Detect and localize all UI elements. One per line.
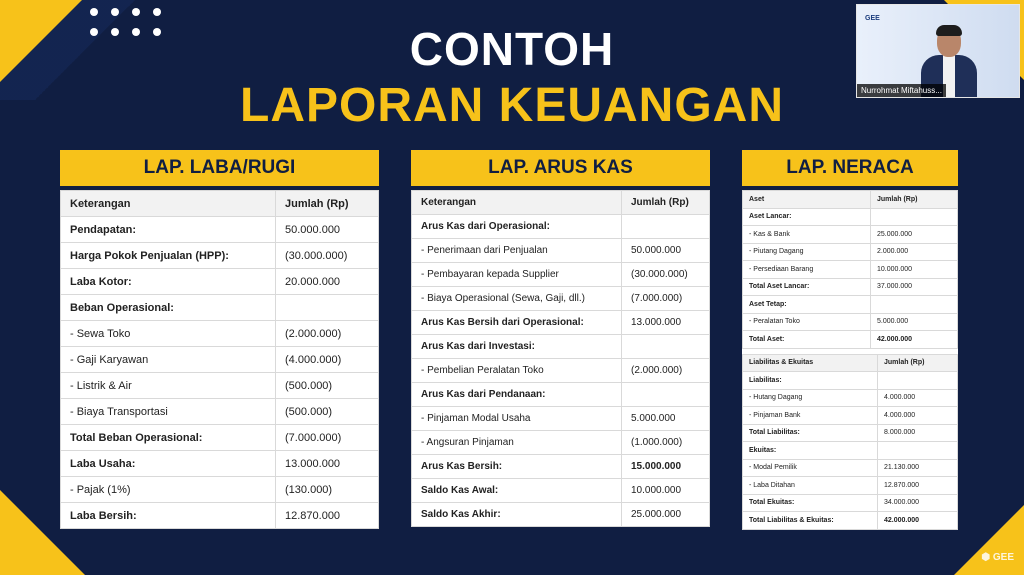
panel-heading: LAP. NERACA: [742, 150, 958, 186]
row-value: 5.000.000: [622, 407, 710, 431]
row-label: - Gaji Karyawan: [61, 347, 276, 373]
table-row: [412, 215, 710, 239]
row-value: [622, 335, 710, 359]
table-row: [412, 407, 710, 431]
row-label: - Pinjaman Bank: [743, 407, 878, 425]
row-label: Arus Kas dari Operasional:: [412, 215, 622, 239]
row-value: [871, 208, 958, 226]
row-value: (500.000): [276, 399, 379, 425]
row-value: (500.000): [276, 373, 379, 399]
row-value: [878, 442, 958, 460]
row-label: Total Liabilitas:: [743, 424, 878, 442]
row-label: - Modal Pemilik: [743, 459, 878, 477]
row-label: Total Aset:: [743, 331, 871, 349]
table-row: [743, 331, 958, 349]
table-row: [61, 425, 379, 451]
row-label: - Listrik & Air: [61, 373, 276, 399]
decor-triangle-bottom-right: [954, 505, 1024, 575]
watermark-text: GEE: [992, 552, 1014, 563]
table-row: [743, 459, 958, 477]
column-header: Liabilitas & Ekuitas: [743, 354, 878, 372]
column-header: Aset: [743, 191, 871, 209]
table-row: [412, 239, 710, 263]
row-label: - Piutang Dagang: [743, 243, 871, 261]
table-row: [412, 287, 710, 311]
row-value: 42.000.000: [871, 331, 958, 349]
row-label: - Hutang Dagang: [743, 389, 878, 407]
table-row: [412, 335, 710, 359]
row-label: Laba Usaha:: [61, 451, 276, 477]
row-value: 13.000.000: [276, 451, 379, 477]
table-row: [61, 295, 379, 321]
row-label: Arus Kas dari Investasi:: [412, 335, 622, 359]
watermark-logo: ⬢ GEE: [981, 552, 1014, 563]
table-neraca-aset: [742, 190, 958, 349]
row-value: (30.000.000): [622, 263, 710, 287]
row-label: - Pajak (1%): [61, 477, 276, 503]
table-row: [412, 503, 710, 527]
table-row: [743, 278, 958, 296]
row-value: 10.000.000: [622, 479, 710, 503]
row-value: 37.000.000: [871, 278, 958, 296]
column-header: Jumlah (Rp): [878, 354, 958, 372]
table-row: [61, 269, 379, 295]
table-row: [743, 372, 958, 390]
row-label: Laba Bersih:: [61, 503, 276, 529]
row-value: 25.000.000: [622, 503, 710, 527]
row-value: (2.000.000): [622, 359, 710, 383]
column-header: Jumlah (Rp): [871, 191, 958, 209]
row-label: Total Beban Operasional:: [61, 425, 276, 451]
table-row: [743, 407, 958, 425]
row-label: Arus Kas dari Pendanaan:: [412, 383, 622, 407]
row-value: (7.000.000): [276, 425, 379, 451]
row-label: - Penerimaan dari Penjualan: [412, 239, 622, 263]
row-value: (130.000): [276, 477, 379, 503]
table-row: [743, 477, 958, 495]
row-label: Saldo Kas Akhir:: [412, 503, 622, 527]
row-label: - Pembayaran kepada Supplier: [412, 263, 622, 287]
table-row: [412, 383, 710, 407]
row-value: 12.870.000: [276, 503, 379, 529]
row-value: 50.000.000: [276, 217, 379, 243]
row-label: - Pembelian Peralatan Toko: [412, 359, 622, 383]
row-value: (2.000.000): [276, 321, 379, 347]
row-label: Laba Kotor:: [61, 269, 276, 295]
row-label: Arus Kas Bersih dari Operasional:: [412, 311, 622, 335]
row-value: [622, 383, 710, 407]
row-value: [871, 296, 958, 314]
row-label: Arus Kas Bersih:: [412, 455, 622, 479]
row-label: Aset Lancar:: [743, 208, 871, 226]
row-value: 4.000.000: [878, 389, 958, 407]
row-label: Ekuitas:: [743, 442, 878, 460]
row-value: 21.130.000: [878, 459, 958, 477]
row-label: - Peralatan Toko: [743, 313, 871, 331]
table-neraca-liabilitas: [742, 354, 958, 530]
table-row: [61, 373, 379, 399]
row-label: - Pinjaman Modal Usaha: [412, 407, 622, 431]
column-header: Keterangan: [61, 191, 276, 217]
table-row: [743, 208, 958, 226]
table-row: [743, 243, 958, 261]
table-row: [743, 226, 958, 244]
row-label: Liabilitas:: [743, 372, 878, 390]
panel-heading: LAP. LABA/RUGI: [60, 150, 379, 186]
column-header: Jumlah (Rp): [276, 191, 379, 217]
presenter-video-tile[interactable]: [856, 4, 1020, 98]
table-laba-rugi: [60, 190, 379, 529]
table-row: [412, 359, 710, 383]
row-value: (7.000.000): [622, 287, 710, 311]
panel-laba-rugi: [60, 150, 379, 529]
row-label: - Biaya Operasional (Sewa, Gaji, dll.): [412, 287, 622, 311]
row-value: 34.000.000: [878, 494, 958, 512]
table-row: [61, 321, 379, 347]
row-label: - Sewa Toko: [61, 321, 276, 347]
table-row: [61, 451, 379, 477]
row-value: (4.000.000): [276, 347, 379, 373]
panel-arus-kas: [411, 150, 710, 527]
row-value: 8.000.000: [878, 424, 958, 442]
table-row: [743, 442, 958, 460]
table-row: [743, 424, 958, 442]
row-value: 25.000.000: [871, 226, 958, 244]
table-row: [61, 477, 379, 503]
row-label: Saldo Kas Awal:: [412, 479, 622, 503]
table-row: [61, 399, 379, 425]
column-header: Keterangan: [412, 191, 622, 215]
row-value: [276, 295, 379, 321]
table-row: [412, 311, 710, 335]
table-row: [61, 347, 379, 373]
row-value: 13.000.000: [622, 311, 710, 335]
row-label: - Kas & Bank: [743, 226, 871, 244]
row-value: 5.000.000: [871, 313, 958, 331]
table-row: [743, 389, 958, 407]
row-value: 15.000.000: [622, 455, 710, 479]
row-label: Total Liabilitas & Ekuitas:: [743, 512, 878, 530]
row-value: (1.000.000): [622, 431, 710, 455]
table-row: [412, 431, 710, 455]
row-value: 20.000.000: [276, 269, 379, 295]
row-label: - Persediaan Barang: [743, 261, 871, 279]
row-value: [622, 215, 710, 239]
panel-neraca: [742, 150, 958, 530]
row-value: 50.000.000: [622, 239, 710, 263]
table-row: [412, 455, 710, 479]
row-label: Total Ekuitas:: [743, 494, 878, 512]
row-value: 12.870.000: [878, 477, 958, 495]
row-label: Pendapatan:: [61, 217, 276, 243]
table-row: [743, 261, 958, 279]
table-row: [743, 296, 958, 314]
slide-subtitle: LAPORAN KEUANGAN: [240, 79, 784, 132]
row-value: (30.000.000): [276, 243, 379, 269]
row-label: - Biaya Transportasi: [61, 399, 276, 425]
row-value: 10.000.000: [871, 261, 958, 279]
panel-heading: LAP. ARUS KAS: [411, 150, 710, 186]
presenter-name: Nurrohmat Miftahuss...: [857, 84, 946, 97]
table-row: [412, 479, 710, 503]
table-row: [61, 217, 379, 243]
row-label: - Angsuran Pinjaman: [412, 431, 622, 455]
row-value: 4.000.000: [878, 407, 958, 425]
slide-title: CONTOH: [409, 23, 615, 75]
row-label: - Laba Ditahan: [743, 477, 878, 495]
table-row: [743, 313, 958, 331]
table-row: [61, 243, 379, 269]
row-value: 42.000.000: [878, 512, 958, 530]
column-header: Jumlah (Rp): [622, 191, 710, 215]
table-row: [412, 263, 710, 287]
row-value: [878, 372, 958, 390]
table-row: [743, 494, 958, 512]
table-row: [743, 512, 958, 530]
table-row: [61, 503, 379, 529]
row-label: Harga Pokok Penjualan (HPP):: [61, 243, 276, 269]
row-label: Total Aset Lancar:: [743, 278, 871, 296]
row-value: 2.000.000: [871, 243, 958, 261]
video-logo: GEE: [865, 15, 880, 22]
row-label: Aset Tetap:: [743, 296, 871, 314]
row-label: Beban Operasional:: [61, 295, 276, 321]
table-arus-kas: [411, 190, 710, 527]
